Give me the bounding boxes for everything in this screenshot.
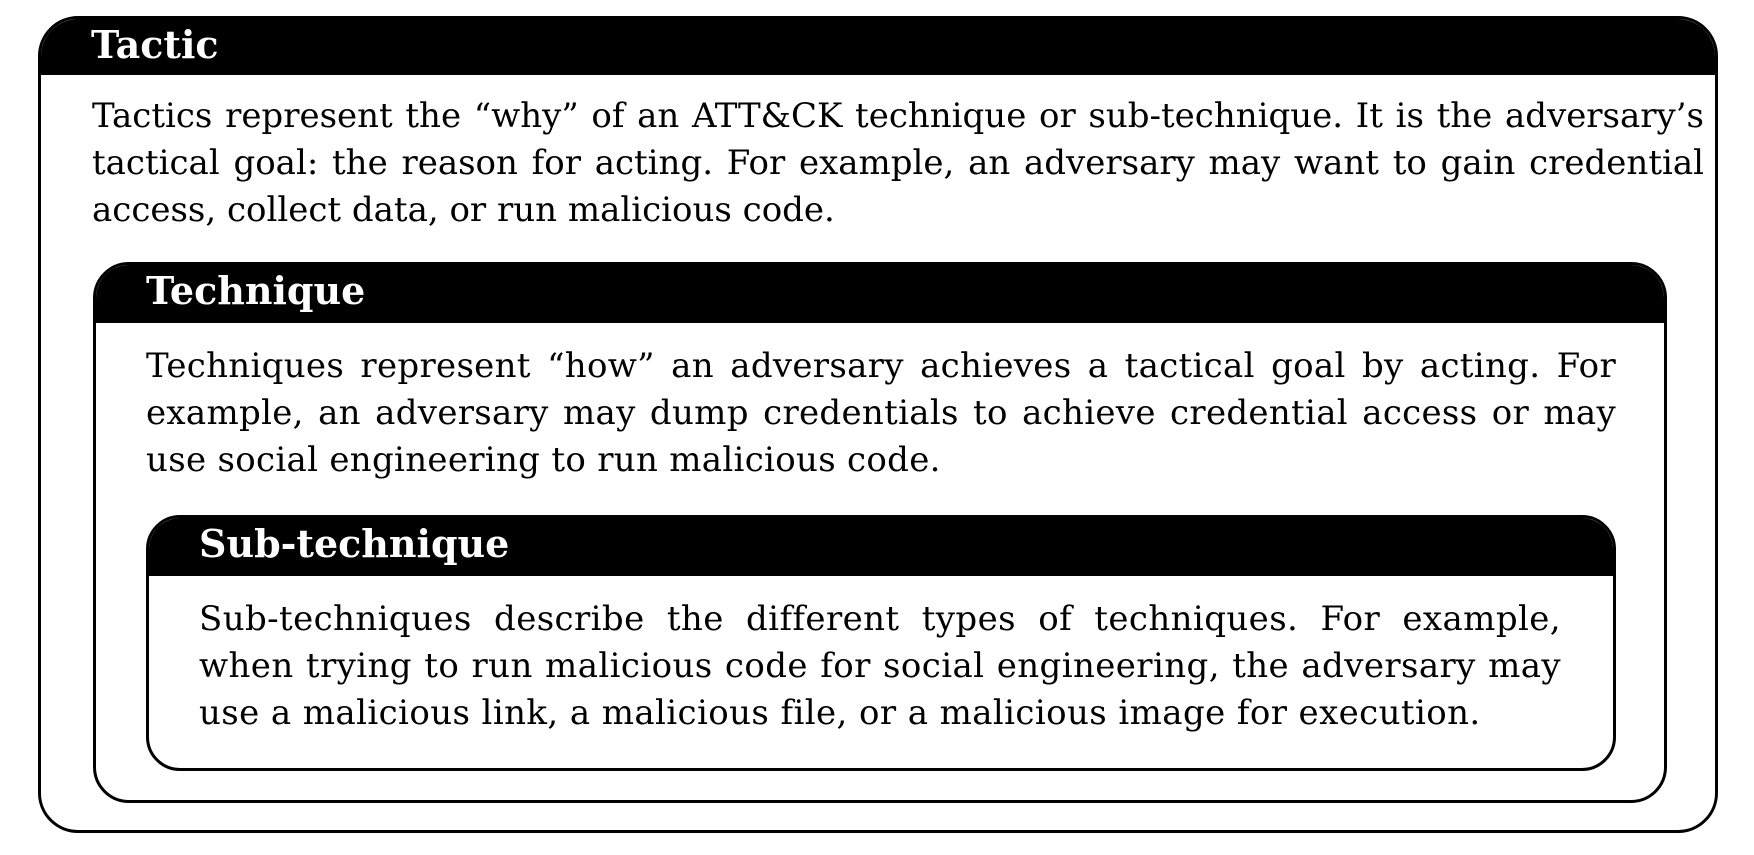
technique-header <box>96 265 1664 323</box>
tactic-header <box>41 19 1715 75</box>
technique-title: Technique <box>146 268 366 313</box>
subtechnique-header <box>149 518 1613 576</box>
subtechnique-box <box>146 515 1616 771</box>
tactic-box <box>38 16 1718 833</box>
technique-box <box>93 262 1667 803</box>
subtechnique-description: Sub-techniques describe the different types of techniques. For example, when trying to run malicious code for social engineering, the adversary may use a malicious link, a malicious file, or a malicious image for execution. <box>199 599 1561 733</box>
tactic-title: Tactic <box>91 22 219 67</box>
subtechnique-title: Sub-technique <box>199 521 510 566</box>
tactic-description: Tactics represent the “why” of an ATT&CK technique or sub-technique. It is the adversary’s tactical goal: the reason for acting. For example, an adversary may want to gain credential access, collect data, or run malicious code. <box>92 96 1704 230</box>
technique-description: Techniques represent “how” an adversary achieves a tactical goal by acting. For example, an adversary may dump credentials to achieve credential access or may use social engineering to run malicious code. <box>146 346 1616 480</box>
